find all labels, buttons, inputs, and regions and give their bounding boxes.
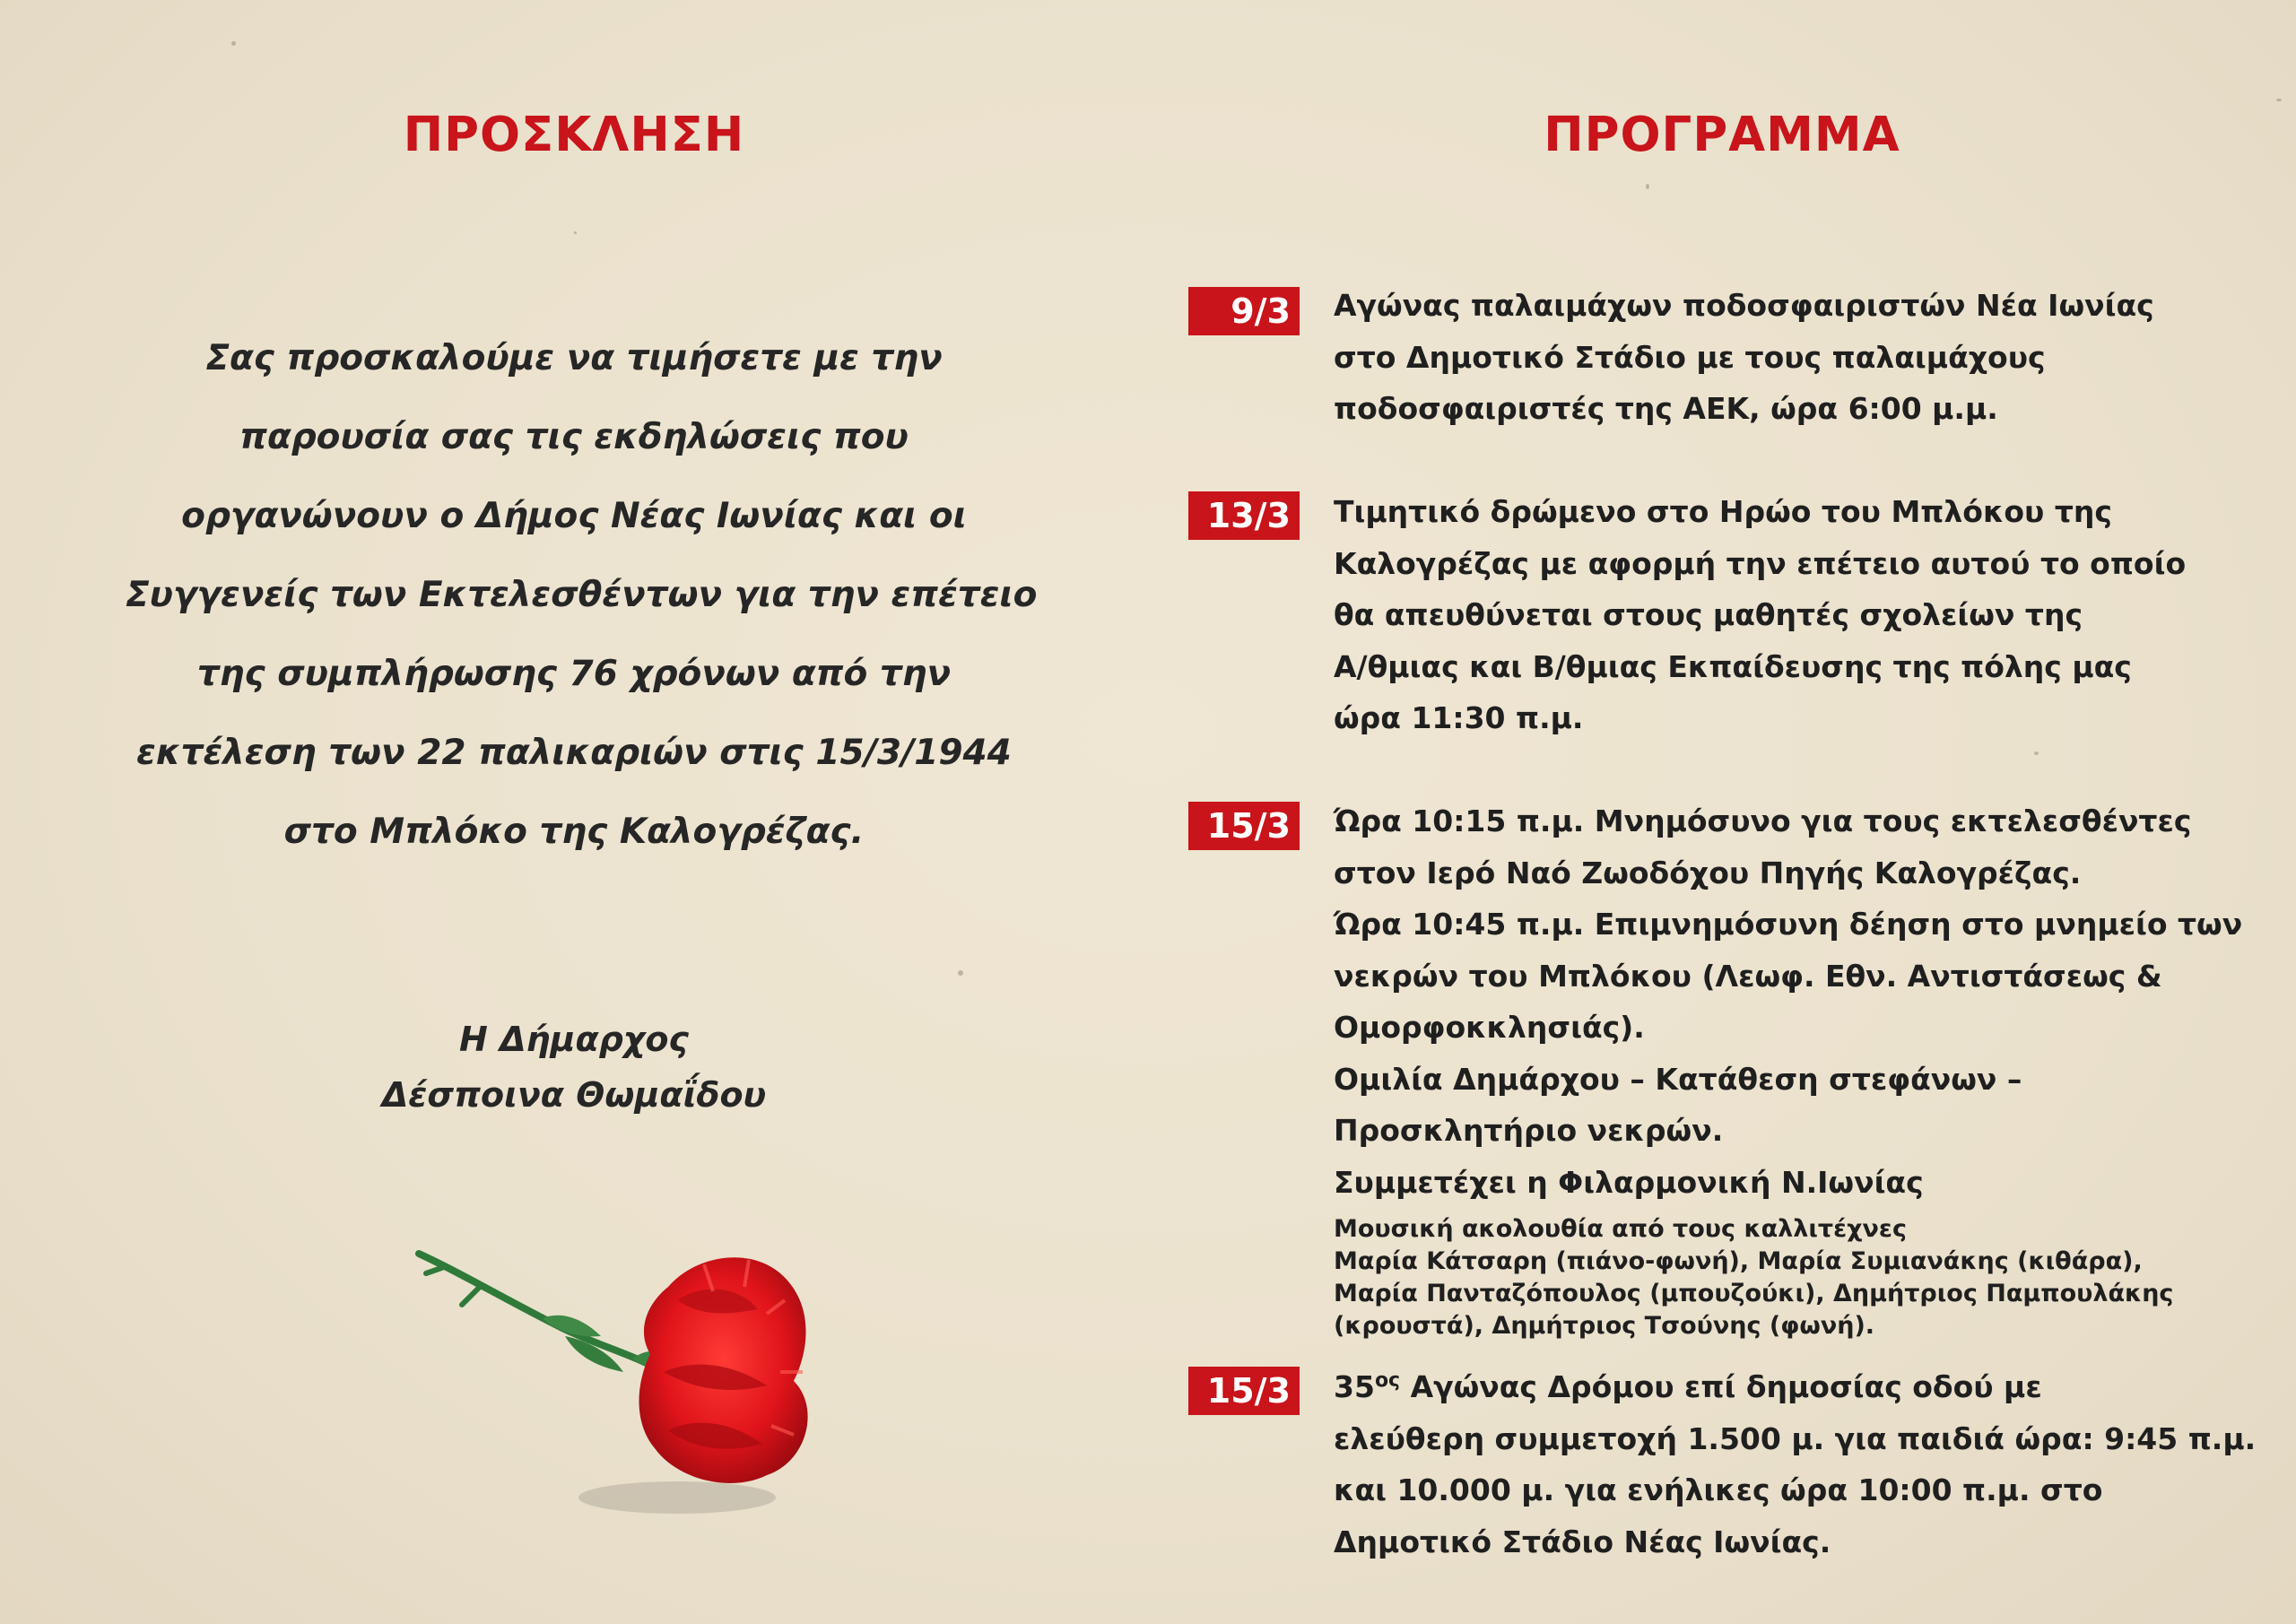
- event-line: Αγώνας παλαιμάχων ποδοσφαιριστών Νέα Ιωνίας: [1334, 288, 2154, 323]
- event-small-line: (κρουστά), Δημήτριος Τσούνης (φωνή).: [1334, 1312, 1875, 1340]
- invitation-line: εκτέλεση των 22 παλικαριών στις 15/3/1944: [136, 733, 1012, 773]
- race-title-rest: Αγώνας Δρόμου επί δημοσίας οδού με: [1400, 1369, 2042, 1404]
- event-line: Δημοτικό Στάδιο Νέας Ιωνίας.: [1334, 1524, 1831, 1559]
- event-small-line: Μαρία Κάτσαρη (πιάνο-φωνή), Μαρία Συμιανάκης (κιθάρα),: [1334, 1247, 2143, 1275]
- event-line: στο Δημοτικό Στάδιο με τους παλαιμάχους: [1334, 339, 2046, 375]
- event-line: Ώρα 10:15 π.μ. Μνημόσυνο για τους εκτελεσθέντες: [1334, 803, 2192, 838]
- invitation-text: [126, 319, 1038, 872]
- paper-speck: [1646, 184, 1649, 189]
- event-small-line: Μουσική ακολουθία από τους καλλιτέχνες: [1334, 1215, 1907, 1243]
- program-heading: ΠΡΟΓΡΑΜΜΑ: [1544, 108, 1900, 162]
- event-line: θα απευθύνεται στους μαθητές σχολείων της: [1334, 597, 2083, 632]
- event-line: νεκρών του Μπλόκου (Λεωφ. Εθν. Αντιστάσεως &: [1334, 958, 2162, 994]
- signature-title: Η Δήμαρχος: [459, 1020, 689, 1059]
- event-line: ποδοσφαιριστές της ΑΕΚ, ώρα 6:00 μ.μ.: [1334, 391, 1998, 426]
- event-line: Α/θμιας και Β/θμιας Εκπαίδευσης της πόλης μας: [1334, 648, 2132, 684]
- program-event: [1334, 1361, 2284, 1568]
- invitation-heading: ΠΡΟΣΚΛΗΣΗ: [403, 108, 745, 162]
- paper-speck: [2276, 99, 2282, 101]
- event-line: Προσκλητήριο νεκρών.: [1334, 1113, 1724, 1148]
- event-line: ώρα 11:30 π.μ.: [1334, 700, 1584, 735]
- date-badge: 15/3: [1188, 1367, 1300, 1415]
- race-ordinal-suffix: ος: [1374, 1369, 1401, 1392]
- event-line: Τιμητικό δρώμενο στο Ηρώο του Μπλόκου της: [1334, 494, 2112, 529]
- program-event: [1334, 795, 2284, 1342]
- date-badge: 13/3: [1188, 491, 1300, 540]
- event-line: ελεύθερη συμμετοχή 1.500 μ. για παιδιά ώρα: 9:45 π.μ.: [1334, 1420, 2257, 1456]
- signature-block: [126, 1012, 1022, 1123]
- event-line: και 10.000 μ. για ενήλικες ώρα 10:00 π.μ. στο: [1334, 1472, 2103, 1507]
- paper-speck: [2034, 751, 2039, 755]
- invitation-line: Σας προσκαλούμε να τιμήσετε με την: [205, 338, 943, 378]
- red-carnation-icon: [408, 1238, 857, 1524]
- event-line: στον Ιερό Ναό Ζωοδόχου Πηγής Καλογρέζας.: [1334, 855, 2082, 890]
- invitation-line: στο Μπλόκο της Καλογρέζας.: [283, 812, 865, 852]
- invitation-line: οργανώνουν ο Δήμος Νέας Ιωνίας και οι: [181, 496, 967, 536]
- event-line: Ώρα 10:45 π.μ. Επιμνημόσυνη δέηση στο μνημείο των: [1334, 907, 2243, 942]
- event-line: Ομορφοκκλησιάς).: [1334, 1010, 1645, 1045]
- paper-speck: [231, 41, 236, 46]
- event-line: [1334, 1361, 2284, 1413]
- program-event: [1334, 280, 2284, 435]
- program-event: [1334, 486, 2284, 744]
- paper-speck: [958, 970, 963, 976]
- event-line: Καλογρέζας με αφορμή την επέτειο αυτού το οποίο: [1334, 545, 2187, 581]
- invitation-line: της συμπλήρωσης 76 χρόνων από την: [196, 654, 952, 694]
- signature-name: Δέσποινα Θωμαΐδου: [381, 1075, 767, 1115]
- event-small-line: Μαρία Πανταζόπουλος (μπουζούκι), Δημήτριος Παμπουλάκης: [1334, 1280, 2174, 1307]
- race-ordinal-number: 35: [1334, 1369, 1375, 1404]
- paper-speck: [574, 231, 577, 234]
- invitation-line: παρουσία σας τις εκδηλώσεις που: [239, 417, 909, 457]
- date-badge: 15/3: [1188, 802, 1300, 850]
- date-badge: 9/3: [1188, 287, 1300, 335]
- event-line: Συμμετέχει η Φιλαρμονική Ν.Ιωνίας: [1334, 1164, 1924, 1200]
- invitation-line: Συγγενείς των Εκτελεσθέντων για την επέτειο: [126, 575, 1038, 615]
- event-line: Ομιλία Δημάρχου – Κατάθεση στεφάνων –: [1334, 1061, 2022, 1097]
